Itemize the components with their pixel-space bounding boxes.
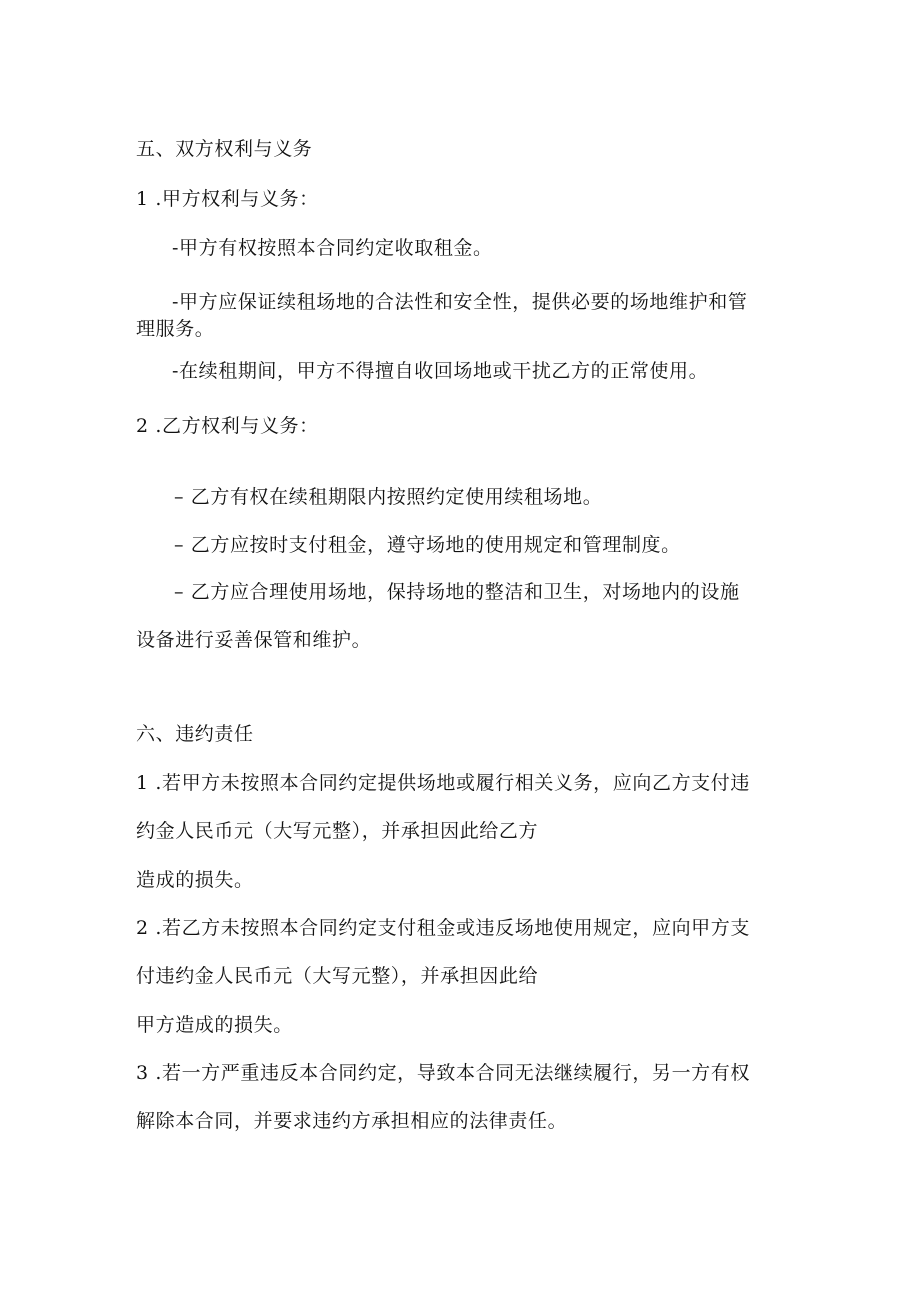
breach-1-line-3: 造成的损失。 — [136, 869, 254, 891]
breach-3-line-2: 解除本合同，并要求违约方承担相应的法律责任。 — [136, 1110, 568, 1132]
breach-2-line-2: 付违约金人民币元（大写元整），并承担因此给 — [136, 965, 539, 987]
breach-2-line-1: 2 .若乙方未按照本合同约定支付租金或违反场地使用规定，应向甲方支 — [136, 917, 750, 939]
item-2-title: 2 .乙方权利与义务： — [136, 415, 319, 437]
section-5-heading: 五、双方权利与义务 — [136, 138, 313, 160]
breach-2-line-3: 甲方造成的损失。 — [136, 1014, 293, 1036]
party-a-bullet-2-line-2: 理服务。 — [136, 318, 215, 340]
party-a-bullet-3: -在续租期间，甲方不得擅自收回场地或干扰乙方的正常使用。 — [172, 360, 709, 382]
party-b-bullet-1: – 乙方有权在续租期限内按照约定使用续租场地。 — [174, 486, 603, 508]
party-b-bullet-2: – 乙方应按时支付租金，遵守场地的使用规定和管理制度。 — [174, 534, 681, 556]
party-a-bullet-2-line-1: -甲方应保证续租场地的合法性和安全性，提供必要的场地维护和管 — [172, 291, 748, 313]
party-a-bullet-1: -甲方有权按照本合同约定收取租金。 — [172, 237, 493, 259]
party-b-bullet-3-line-1: – 乙方应合理使用场地，保持场地的整洁和卫生，对场地内的设施 — [174, 581, 740, 603]
breach-3-line-1: 3 .若一方严重违反本合同约定，导致本合同无法继续履行，另一方有权 — [136, 1062, 750, 1084]
party-b-bullet-3-line-2: 设备进行妥善保管和维护。 — [136, 629, 372, 651]
item-1-title: 1 .甲方权利与义务： — [136, 188, 319, 210]
section-6-heading: 六、违约责任 — [136, 723, 254, 745]
breach-1-line-1: 1 .若甲方未按照本合同约定提供场地或履行相关义务，应向乙方支付违 — [136, 772, 750, 794]
breach-1-line-2: 约金人民币元（大写元整），并承担因此给乙方 — [136, 820, 539, 842]
